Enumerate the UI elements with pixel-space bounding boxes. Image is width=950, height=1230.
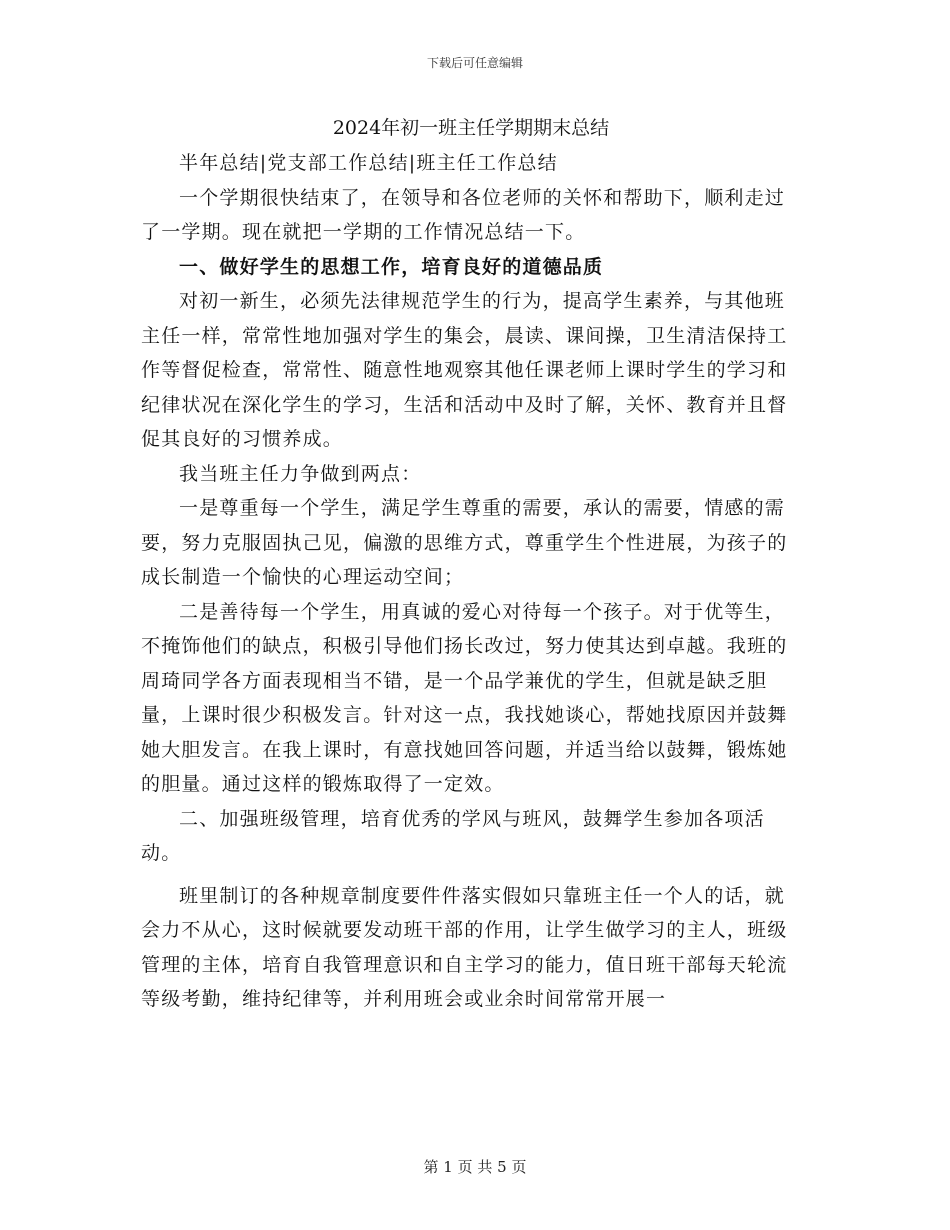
document-body: [141, 110, 801, 1017]
document-title: 2024年初一班主任学期期末总结: [332, 117, 610, 139]
body-paragraph: 对初一新生，必须先法律规范学生的行为，提高学生素养，与其他班主任一样，常常性地加强对学生的集会，晨读、课间操，卫生清洁保持工作等督促检查，常常性、随意性地观察其他任课老师上课时学生的学习和纪律状况在深化学生的学习，生活和活动中及时了解，关怀、教育并且督促其良好的习惯养成。: [141, 290, 788, 450]
section-heading-1: 一、做好学生的思想工作，培育良好的道德品质: [179, 255, 604, 278]
section-heading-2: 二、加强班级管理，培育优秀的学风与班风，鼓舞学生参加各项活动。: [141, 807, 765, 864]
intro-paragraph: 一个学期很快结束了，在领导和各位老师的关怀和帮助下，顺利走过了一学期。现在就把一学期的工作情况总结一下。: [141, 186, 786, 243]
body-paragraph: 班里制订的各种规章制度要件件落实假如只靠班主任一个人的话，就会力不从心，这时候就要发动班干部的作用，让学生做学习的主人，班级管理的主体，培育自我管理意识和自主学习的能力，值日班干部每天轮流等级考勤，维持纪律等，并利用班会或业余时间常常开展一: [141, 884, 788, 1010]
page-number: 第 1 页 共 5 页: [423, 1158, 527, 1176]
body-paragraph: 我当班主任力争做到两点：: [179, 462, 422, 485]
body-paragraph: 二是善待每一个学生，用真诚的爱心对待每一个孩子。对于优等生，不掩饰他们的缺点，积极引导他们扬长改过，努力使其达到卓越。我班的周琦同学各方面表现相当不错，是一个品学兼优的学生，但就是缺乏胆量，上课时很少积极发言。针对这一点，我找她谈心，帮她找原因并鼓舞她大胆发言。在我上课时，有意找她回答问题，并适当给以鼓舞，锻炼她的胆量。通过这样的锻炼取得了一定效。: [141, 600, 788, 795]
page-header-note: 下载后可任意编辑: [426, 56, 523, 70]
category-line: 半年总结|党支部工作总结|班主任工作总结: [179, 152, 558, 174]
body-paragraph: 一是尊重每一个学生，满足学生尊重的需要，承认的需要，情感的需要，努力克服固执己见，偏激的思维方式，尊重学生个性进展，为孩子的成长制造一个愉快的心理运动空间；: [141, 497, 788, 588]
